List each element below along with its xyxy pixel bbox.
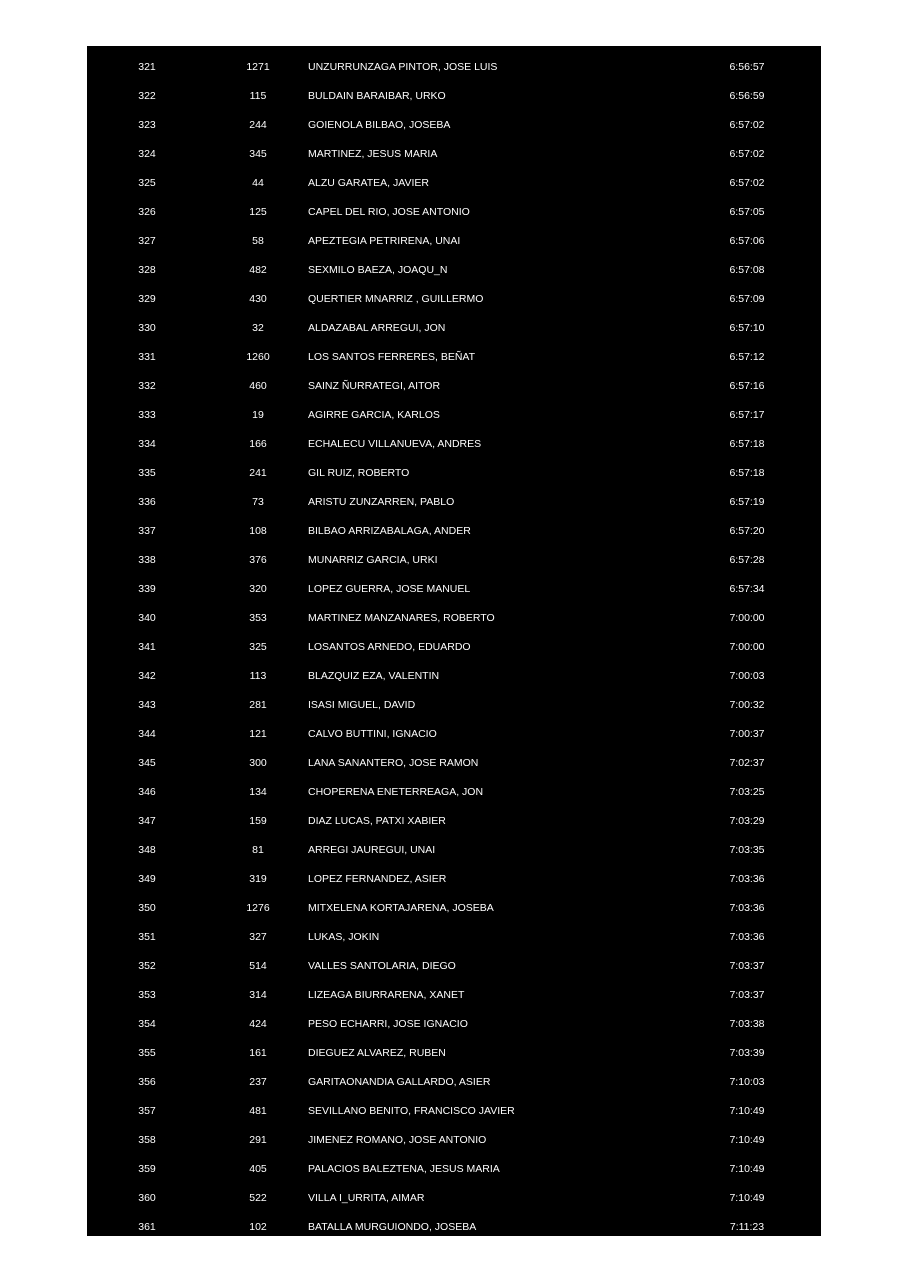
finish-time-cell: 6:57:05 [729,206,765,218]
runner-name-cell: ALDAZABAL ARREGUI, JON [308,322,446,334]
bib-number-cell: 353 [249,612,267,624]
bib-number-cell: 44 [252,177,264,189]
bib-number-cell: 32 [252,322,264,334]
finish-time-cell: 7:03:38 [729,1018,765,1030]
runner-name-cell: VALLES SANTOLARIA, DIEGO [308,960,456,972]
table-row [87,430,821,459]
runner-name-cell: CALVO BUTTINI, IGNACIO [308,728,437,740]
position-cell: 326 [138,206,156,218]
finish-time-cell: 6:57:20 [729,525,765,537]
position-cell: 332 [138,380,156,392]
finish-time-cell: 6:57:10 [729,322,765,334]
table-row [87,952,821,981]
bib-number-cell: 320 [249,583,267,595]
position-cell: 358 [138,1134,156,1146]
runner-name-cell: GOIENOLA BILBAO, JOSEBA [308,119,451,131]
table-row [87,691,821,720]
table-row [87,1184,821,1213]
runner-name-cell: CHOPERENA ENETERREAGA, JON [308,786,484,798]
bib-number-cell: 134 [249,786,267,798]
runner-name-cell: BILBAO ARRIZABALAGA, ANDER [308,525,471,537]
finish-time-cell: 7:03:36 [729,902,765,914]
runner-name-cell: JIMENEZ ROMANO, JOSE ANTONIO [308,1134,487,1146]
finish-time-cell: 7:10:49 [729,1192,765,1204]
table-row [87,53,821,82]
bib-number-cell: 482 [249,264,267,276]
runner-name-cell: ARREGI JAUREGUI, UNAI [308,844,436,856]
bib-number-cell: 121 [249,728,267,740]
position-cell: 345 [138,757,156,769]
table-row [87,778,821,807]
finish-time-cell: 6:57:06 [729,235,765,247]
finish-time-cell: 6:57:18 [729,467,765,479]
bib-number-cell: 161 [249,1047,267,1059]
finish-time-cell: 7:03:25 [729,786,765,798]
bib-number-cell: 102 [249,1221,267,1233]
table-row [87,285,821,314]
bib-number-cell: 327 [249,931,267,943]
finish-time-cell: 7:00:03 [729,670,765,682]
table-row [87,546,821,575]
table-row [87,372,821,401]
finish-time-cell: 6:57:28 [729,554,765,566]
runner-name-cell: AGIRRE GARCIA, KARLOS [308,409,440,421]
runner-name-cell: PALACIOS BALEZTENA, JESUS MARIA [308,1163,500,1175]
runner-name-cell: BLAZQUIZ EZA, VALENTIN [308,670,440,682]
finish-time-cell: 7:02:37 [729,757,765,769]
table-row [87,923,821,952]
finish-time-cell: 7:00:32 [729,699,765,711]
position-cell: 336 [138,496,156,508]
runner-name-cell: ARISTU ZUNZARREN, PABLO [308,496,455,508]
bib-number-cell: 166 [249,438,267,450]
position-cell: 355 [138,1047,156,1059]
position-cell: 354 [138,1018,156,1030]
table-row [87,227,821,256]
finish-time-cell: 7:03:36 [729,931,765,943]
position-cell: 352 [138,960,156,972]
bib-number-cell: 460 [249,380,267,392]
table-row [87,401,821,430]
finish-time-cell: 7:03:37 [729,960,765,972]
runner-name-cell: SEXMILO BAEZA, JOAQU_N [308,264,448,276]
runner-name-cell: BATALLA MURGUIONDO, JOSEBA [308,1221,477,1233]
table-row [87,575,821,604]
runner-name-cell: GIL RUIZ, ROBERTO [308,467,410,479]
runner-name-cell: LANA SANANTERO, JOSE RAMON [308,757,479,769]
position-cell: 341 [138,641,156,653]
position-cell: 346 [138,786,156,798]
finish-time-cell: 7:03:35 [729,844,765,856]
bib-number-cell: 345 [249,148,267,160]
runner-name-cell: APEZTEGIA PETRIRENA, UNAI [308,235,461,247]
bib-number-cell: 291 [249,1134,267,1146]
runner-name-cell: QUERTIER MNARRIZ , GUILLERMO [308,293,484,305]
table-row [87,836,821,865]
position-cell: 325 [138,177,156,189]
position-cell: 342 [138,670,156,682]
runner-name-cell: LUKAS, JOKIN [308,931,380,943]
runner-name-cell: PESO ECHARRI, JOSE IGNACIO [308,1018,468,1030]
finish-time-cell: 6:57:08 [729,264,765,276]
position-cell: 357 [138,1105,156,1117]
table-row [87,488,821,517]
finish-time-cell: 6:56:57 [729,61,765,73]
runner-name-cell: SEVILLANO BENITO, FRANCISCO JAVIER [308,1105,515,1117]
position-cell: 334 [138,438,156,450]
table-row [87,169,821,198]
finish-time-cell: 7:00:37 [729,728,765,740]
table-row [87,604,821,633]
finish-time-cell: 7:11:23 [729,1221,765,1233]
bib-number-cell: 81 [252,844,264,856]
runner-name-cell: ALZU GARATEA, JAVIER [308,177,429,189]
table-row [87,314,821,343]
table-row [87,1126,821,1155]
runner-name-cell: SAINZ ÑURRATEGI, AITOR [308,380,441,392]
bib-number-cell: 300 [249,757,267,769]
runner-name-cell: LOPEZ FERNANDEZ, ASIER [308,873,447,885]
bib-number-cell: 424 [249,1018,267,1030]
finish-time-cell: 6:57:02 [729,177,765,189]
finish-time-cell: 6:57:12 [729,351,765,363]
table-row [87,459,821,488]
table-row [87,807,821,836]
position-cell: 329 [138,293,156,305]
table-row [87,1155,821,1184]
position-cell: 321 [138,61,156,73]
position-cell: 324 [138,148,156,160]
runner-name-cell: DIAZ LUCAS, PATXI XABIER [308,815,446,827]
table-row [87,1068,821,1097]
bib-number-cell: 1260 [246,351,270,363]
position-cell: 337 [138,525,156,537]
bib-number-cell: 244 [249,119,267,131]
bib-number-cell: 376 [249,554,267,566]
bib-number-cell: 73 [252,496,264,508]
table-row [87,111,821,140]
table-row [87,198,821,227]
bib-number-cell: 405 [249,1163,267,1175]
bib-number-cell: 125 [249,206,267,218]
runner-name-cell: ISASI MIGUEL, DAVID [308,699,416,711]
bib-number-cell: 522 [249,1192,267,1204]
bib-number-cell: 58 [252,235,264,247]
table-row [87,865,821,894]
position-cell: 360 [138,1192,156,1204]
bib-number-cell: 241 [249,467,267,479]
finish-time-cell: 6:57:02 [729,119,765,131]
table-row [87,720,821,749]
table-row [87,82,821,111]
position-cell: 339 [138,583,156,595]
bib-number-cell: 281 [249,699,267,711]
finish-time-cell: 7:10:49 [729,1105,765,1117]
runner-name-cell: ECHALECU VILLANUEVA, ANDRES [308,438,482,450]
finish-time-cell: 7:03:29 [729,815,765,827]
bib-number-cell: 319 [249,873,267,885]
position-cell: 350 [138,902,156,914]
position-cell: 361 [138,1221,156,1233]
table-row [87,633,821,662]
position-cell: 348 [138,844,156,856]
bib-number-cell: 115 [249,90,267,102]
bib-number-cell: 430 [249,293,267,305]
finish-time-cell: 7:03:36 [729,873,765,885]
table-row [87,662,821,691]
runner-name-cell: GARITAONANDIA GALLARDO, ASIER [308,1076,491,1088]
bib-number-cell: 514 [249,960,267,972]
position-cell: 347 [138,815,156,827]
position-cell: 351 [138,931,156,943]
table-row [87,1039,821,1068]
finish-time-cell: 7:03:39 [729,1047,765,1059]
bib-number-cell: 325 [249,641,267,653]
table-row [87,894,821,923]
position-cell: 353 [138,989,156,1001]
position-cell: 330 [138,322,156,334]
runner-name-cell: CAPEL DEL RIO, JOSE ANTONIO [308,206,470,218]
table-row [87,981,821,1010]
table-row [87,517,821,546]
bib-number-cell: 113 [249,670,267,682]
bib-number-cell: 159 [249,815,267,827]
table-row [87,749,821,778]
position-cell: 349 [138,873,156,885]
finish-time-cell: 6:57:19 [729,496,765,508]
position-cell: 343 [138,699,156,711]
position-cell: 338 [138,554,156,566]
position-cell: 331 [138,351,156,363]
bib-number-cell: 19 [252,409,264,421]
results-table [87,46,821,1236]
table-row [87,140,821,169]
finish-time-cell: 6:57:17 [729,409,765,421]
position-cell: 323 [138,119,156,131]
bib-number-cell: 314 [249,989,267,1001]
finish-time-cell: 6:57:09 [729,293,765,305]
finish-time-cell: 6:57:18 [729,438,765,450]
bib-number-cell: 481 [249,1105,267,1117]
finish-time-cell: 7:10:49 [729,1163,765,1175]
runner-name-cell: MARTINEZ, JESUS MARIA [308,148,438,160]
runner-name-cell: LOPEZ GUERRA, JOSE MANUEL [308,583,471,595]
table-row [87,256,821,285]
runner-name-cell: MUNARRIZ GARCIA, URKI [308,554,438,566]
position-cell: 340 [138,612,156,624]
finish-time-cell: 6:57:16 [729,380,765,392]
finish-time-cell: 7:00:00 [729,641,765,653]
position-cell: 333 [138,409,156,421]
bib-number-cell: 1271 [246,61,270,73]
table-row [87,1010,821,1039]
finish-time-cell: 6:57:34 [729,583,765,595]
finish-time-cell: 7:03:37 [729,989,765,1001]
bib-number-cell: 1276 [246,902,270,914]
finish-time-cell: 6:57:02 [729,148,765,160]
runner-name-cell: BULDAIN BARAIBAR, URKO [308,90,446,102]
runner-name-cell: DIEGUEZ ALVAREZ, RUBEN [308,1047,446,1059]
runner-name-cell: LIZEAGA BIURRARENA, XANET [308,989,465,1001]
runner-name-cell: VILLA I_URRITA, AIMAR [308,1192,425,1204]
runner-name-cell: MITXELENA KORTAJARENA, JOSEBA [308,902,494,914]
position-cell: 344 [138,728,156,740]
finish-time-cell: 7:10:49 [729,1134,765,1146]
finish-time-cell: 7:00:00 [729,612,765,624]
table-row [87,343,821,372]
runner-name-cell: UNZURRUNZAGA PINTOR, JOSE LUIS [308,61,498,73]
table-row [87,1213,821,1236]
bib-number-cell: 108 [249,525,267,537]
runner-name-cell: MARTINEZ MANZANARES, ROBERTO [308,612,495,624]
runner-name-cell: LOSANTOS ARNEDO, EDUARDO [308,641,471,653]
position-cell: 359 [138,1163,156,1175]
position-cell: 356 [138,1076,156,1088]
bib-number-cell: 237 [249,1076,267,1088]
finish-time-cell: 6:56:59 [729,90,765,102]
finish-time-cell: 7:10:03 [729,1076,765,1088]
position-cell: 322 [138,90,156,102]
position-cell: 335 [138,467,156,479]
runner-name-cell: LOS SANTOS FERRERES, BEÑAT [308,351,476,363]
position-cell: 327 [138,235,156,247]
table-row [87,1097,821,1126]
position-cell: 328 [138,264,156,276]
